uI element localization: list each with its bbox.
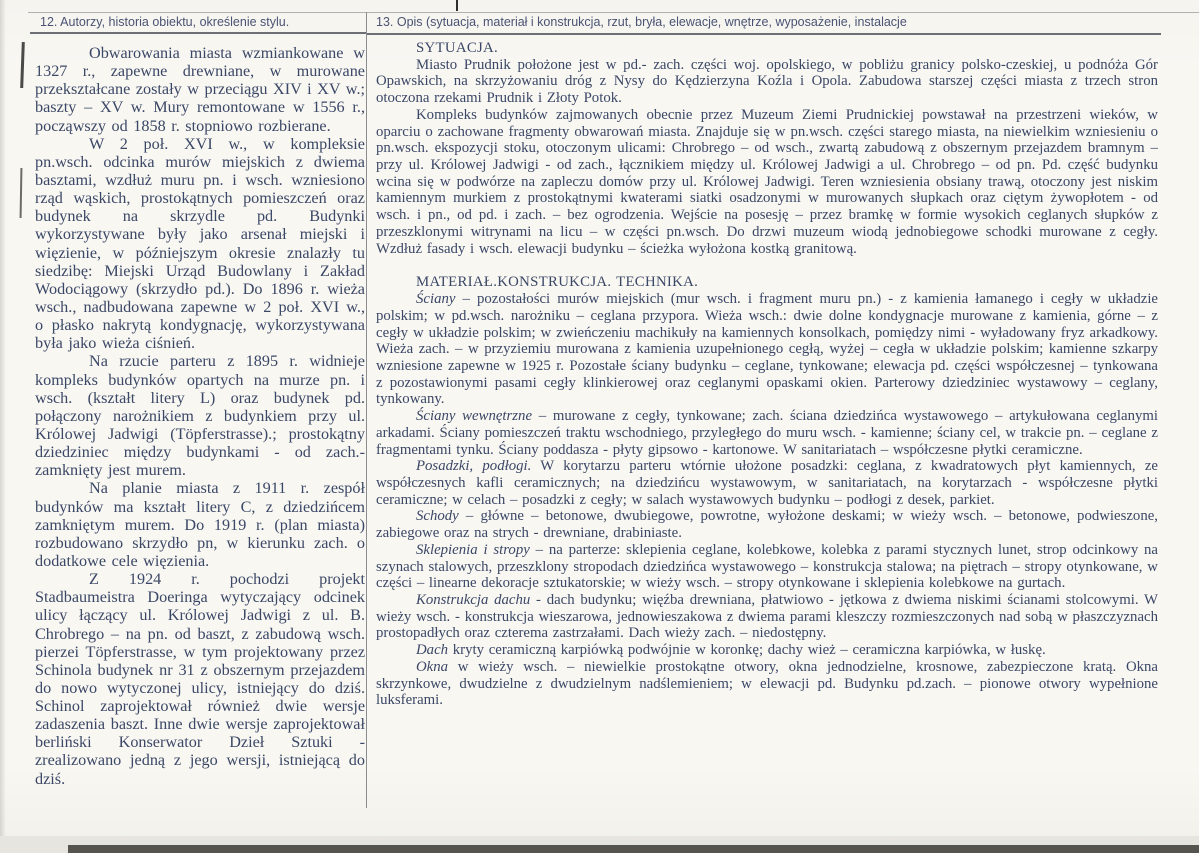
material-paragraph-schody [376, 508, 1158, 541]
section-heading-sytuacja: SYTUACJA. [416, 40, 499, 56]
paragraph-text: w wieży wsch. – niewielkie prostokątne otwory, okna jednodzielne, krosnowe, zabezpieczone kratą. Okna skrzynkowe, dwudzielne z dwudzielnym nadślemieniem; w elewacji pd. Budynku pd.zach. – pionowe otwory wypełnione luksferami. [376, 658, 1158, 709]
material-paragraph-posadzki [376, 458, 1158, 508]
scan-top-tick [456, 0, 458, 11]
scan-bottom-bar [68, 845, 1199, 853]
paragraph-lead: Dach [416, 642, 449, 659]
description-column [376, 40, 1158, 830]
paragraph-lead: Okna [416, 658, 449, 675]
history-paragraph-2: W 2 poł. XVI w., w kompleksie pn.wsch. odcinka murów miejskich z dwiema basztami, wzdłuż muru pn. i wsch. wzniesiono rząd wąskich, prostokątnych pomieszczeń oraz budynek na skrzydle pd. Budynki wykorzystywane były jako arsenał miejski i więzienie, w późniejszym okresie znalazły tu siedzibę: Miejski Urząd Budowlany i Zakład Wodociągowy (skrzydło pd.). Do 1896 r. wieża wsch., nadbudowana zapewne w 2 poł. XVI w., o płasko nakrytą kondygnację, wykorzystywana była jako wieża ciśnień. [35, 134, 365, 353]
paragraph-lead: Schody [416, 508, 459, 525]
material-paragraph-sklepienia [376, 542, 1158, 592]
material-paragraph-sciany [376, 291, 1158, 408]
paragraph-text: - dach budynku; więźba drewniana, płatwiowo - jętkowa z dwiema niskimi ścianami stolcowymi. W wieży wsch. - konstrukcja wieszarowa, jednowieszakowa z dwiema parami kleszczy rozmieszczonych nad sobą w płaszczyznach prostopadłych oraz czterema zastrzałami. Dach wieży zach. – niedostępny. [376, 592, 1158, 642]
material-paragraph-sciany-wewnetrzne [376, 408, 1158, 458]
paragraph-text: – pozostałości murów miejskich (mur wsch. i fragment muru pn.) - z kamienia łamanego i cegły w układzie polskim; w pd.wsch. narożniku – ceglana przypora. Wieża wsch.: dwie dolne kondygnacje murowane z kamienia, górne – z cegły w układzie polskim; w zwieńczeniu machikuły na kamiennych konsolkach, pomiędzy nimi - wyładowany fryz arkadkowy. Wieża zach. – w przyziemiu murowana z kamienia uzupełnionego cegłą, wyżej – cegła w układzie polskim; kamienne szkarpy wzniesione zapewne w 1925 r. Pozostałe ściany budynku – ceglane, tynkowane; elewacja pd. części współczesnej – tynkowana z pozostawionymi pasami cegły klinkierowej oraz ceglanymi opaskami okien. Parterowy dziedziniec wystawowy – ceglany, tynkowany. [376, 291, 1158, 408]
field-12-header-label: 12. Autorzy, historia obiektu, określenie stylu. [40, 15, 290, 29]
field-12-header [40, 15, 360, 33]
scan-margin-mark [20, 42, 24, 88]
history-column [35, 44, 365, 814]
material-paragraph-konstrukcja-dachu [376, 592, 1158, 642]
field-13-header [376, 15, 1196, 33]
column-divider [366, 12, 367, 808]
sytuacja-paragraph-2: Kompleks budynków zajmowanych obecnie przez Muzeum Ziemi Prudnickiej powstawał na przestrzeni wieków, w oparciu o zachowane fragmenty obwarowań miasta. Znajduje się w pn.wsch. części starego miasta, na niewielkim wzniesieniu o pn.wsch. ekspozycji stoku, otoczonym ulicami: Chrobrego – od wsch., zwartą zabudową z obszernym przejazdem bramnym – przy ul. Królowej Jadwigi - od zach., łącznikiem między ul. Królowej Jadwigi a ul. Chrobrego – od pn. Pd. część budynku wcina się w podwórze na zapleczu domów przy ul. Królowej Jadwigi. Teren wzniesienia obsiany trawą, otoczony jest niskim kamiennym murkiem z prostokątnymi kwaterami siatki osadzonymi w murowanych słupkach oraz ciętym żywopłotem - od wsch. i pn., od pd. i zach. – bez ogrodzenia. Wejście na posesję – przez bramkę w formie wysokich ceglanych słupków z przeszklonymi witrynami na licu – w części pn.wsch. Do drzwi muzeum wiodą jednobiegowe schodki murowane z cegły. Wzdłuż fasady i wsch. elewacji budynku – ścieżka wyłożona kostką granitową. [376, 106, 1158, 257]
scan-edge-shadow [0, 0, 6, 853]
history-paragraph-1: Obwarowania miasta wzmiankowane w 1327 r., zapewne drewniane, w murowane przekształcane zostały w przeciągu XIV i XV w.; baszty – XV w. Mury remontowane w 1556 r., począwszy od 1858 r. stopniowo rozbierane. [35, 44, 365, 135]
material-paragraph-dach [376, 642, 1158, 659]
paragraph-text: – na parterze: sklepienia ceglane, kolebkowe, kolebka z parami stycznych lunet, strop odcinkowy na szynach stalowych, przeszklony stropodach dziedzińca wystawowego – konstrukcja stalowa; na piętrach – stropy otynkowane, w części – linearne dekoracje sztukatorskie; w wieży wsch. – stropy otynkowane i sklepienia kolebkowe na gurtach. [376, 541, 1158, 592]
paragraph-lead: Ściany wewnętrzne [416, 408, 533, 425]
header-underline-right [366, 33, 1161, 35]
history-paragraph-4: Na planie miasta z 1911 r. zespół budynków ma kształt litery C, z dziedzińcem zamkniętym murem. Do 1919 r. (plan miasta) rozbudowano skrzydło pn, w kierunku zach. o dodatkowe cele więzienia. [35, 479, 365, 570]
table-top-border [28, 12, 1199, 13]
history-paragraph-5: Z 1924 r. pochodzi projekt Stadbaumeistra Doeringa wytyczający odcinek ulicy łączący ul. Królowej Jadwigi z ul. B. Chrobrego – na pn. od baszt, z zabudową wsch. pierzei Töpferstrasse, w tym projektowany przez Schinola budynek nr 31 z obszernym przejazdem do nowo wytyczonej ulicy, istniejący do dziś. Schinol zaprojektował również dwie wersje zadaszenia baszt. Inne dwie wersje zaprojektował berliński Konserwator Dzieł Sztuki - zrealizowano jedną z jego wersji, istniejącą do dziś. [35, 570, 365, 788]
header-underline-left [30, 32, 366, 34]
paragraph-lead: Konstrukcja dachu [416, 592, 531, 608]
paragraph-text: – murowane z cegły, tynkowane; zach. ściana dziedzińca wystawowego – artykułowana ceglanymi arkadami. Ściany pomieszczeń traktu wschodniego, przyległego do muru wsch. - kamienne; ściany cel, w trakcie pn. – ceglane z fragmentami tynku. Ściany poddasza - płyty gipsowo - kartonowe. W sanitariatach – współczesne płytki ceramiczne. [376, 408, 1158, 458]
paragraph-lead: Sklepienia i stropy [416, 541, 530, 558]
paragraph-lead: Posadzki, podłogi. [416, 458, 532, 475]
sytuacja-paragraph-1: Miasto Prudnik położone jest w pd.- zach. części woj. opolskiego, w pobliżu granicy polsko-czeskiej, u podnóża Gór Opawskich, na skrzyżowaniu dróg z Nysy do Kędzierzyna Koźla i Opola. Zabudowa starszej części miasta z trzech stron otoczona rzekami Prudnik i Złoty Potok. [376, 56, 1158, 107]
section-heading-material: MATERIAŁ.KONSTRUKCJA. TECHNIKA. [416, 274, 699, 291]
field-13-header-label: 13. Opis (sytuacja, materiał i konstrukcja, rzut, bryła, elewacje, wnętrze, wyposażenie, instalacje [376, 15, 907, 29]
paragraph-text: – główne – betonowe, dwubiegowe, powrotne, wyłożone deskami; w wieży wsch. – betonowe, podwieszone, zabiegowe oraz na strych - drewniane, drabiniaste. [376, 508, 1158, 542]
paragraph-lead: Ściany [416, 291, 456, 308]
material-paragraph-okna [376, 659, 1158, 709]
paragraph-text: kryty ceramiczną karpiówką podwójnie w koronkę; dachy wież – ceramiczna karpiówka, w łuskę. [448, 642, 1046, 659]
scan-margin-mark [20, 168, 23, 218]
history-paragraph-3: Na rzucie parteru z 1895 r. widnieje kompleks budynków opartych na murze pn. i wsch. (kształt litery L) oraz budynek pd. połączony narożnikiem z budynkiem przy ul. Królowej Jadwigi (Töpferstrasse).; prostokątny dziedziniec między budynkami - od zach.- zamknięty jest murem. [35, 352, 365, 480]
paragraph-text: W korytarzu parteru wtórnie ułożone posadzki: ceglana, z kwadratowych płyt kamiennych, ze współczesnych kafli ceramicznych; na dziedzińcu wystawowym, w sanitariatach, na korytarzach - współczesne płytki ceramiczne; w celach – posadzki z cegły; w salach wystawowych budynku – podłogi z desek, parkiet. [376, 458, 1158, 508]
